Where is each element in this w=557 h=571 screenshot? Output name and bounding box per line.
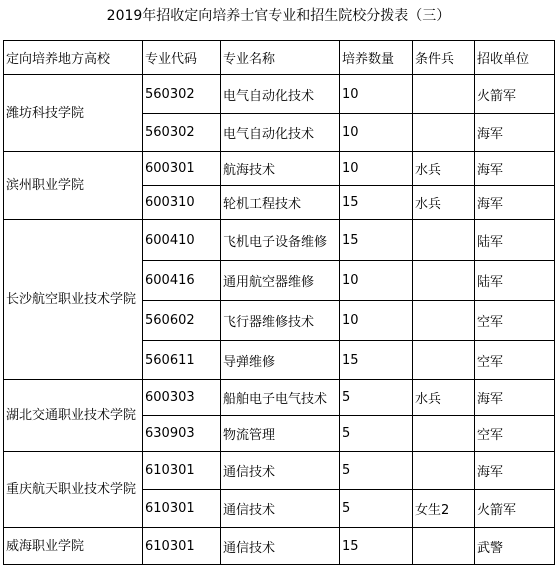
code-cell: 630903 (143, 416, 221, 452)
major-cell: 导弹维修 (221, 341, 340, 380)
table-row (4, 75, 555, 114)
condition-cell (413, 75, 475, 114)
code-cell: 610301 (143, 528, 221, 565)
code-cell: 560611 (143, 341, 221, 380)
quantity-cell: 10 (340, 301, 413, 341)
header-school: 定向培养地方高校 (4, 41, 143, 75)
code-cell: 560302 (143, 114, 221, 152)
page-title: 2019年招收定向培养士官专业和招生院校分拨表（三） (106, 8, 451, 24)
condition-cell: 女生2 (413, 490, 475, 528)
code-cell: 600416 (143, 261, 221, 301)
quantity-cell: 5 (340, 380, 413, 416)
major-cell: 飞行器维修技术 (221, 301, 340, 341)
quantity-cell: 10 (340, 152, 413, 186)
school-cell: 威海职业学院 (4, 528, 143, 565)
major-cell: 轮机工程技术 (221, 186, 340, 220)
condition-cell (413, 528, 475, 565)
unit-cell: 空军 (475, 301, 555, 341)
unit-cell: 海军 (475, 114, 555, 152)
unit-cell: 空军 (475, 416, 555, 452)
allocation-table (3, 40, 555, 565)
major-cell: 物流管理 (221, 416, 340, 452)
quantity-cell: 10 (340, 261, 413, 301)
unit-cell: 海军 (475, 152, 555, 186)
quantity-cell: 15 (340, 528, 413, 565)
condition-cell (413, 301, 475, 341)
header-condition: 条件兵 (413, 41, 475, 75)
unit-cell: 空军 (475, 341, 555, 380)
header-unit: 招收单位 (475, 41, 555, 75)
table-row (4, 152, 555, 186)
table-row (4, 220, 555, 261)
major-cell: 飞机电子设备维修 (221, 220, 340, 261)
code-cell: 610301 (143, 490, 221, 528)
quantity-cell: 10 (340, 114, 413, 152)
major-cell: 电气自动化技术 (221, 75, 340, 114)
header-major: 专业名称 (221, 41, 340, 75)
unit-cell: 海军 (475, 452, 555, 490)
condition-cell: 水兵 (413, 152, 475, 186)
quantity-cell: 15 (340, 341, 413, 380)
quantity-cell: 5 (340, 490, 413, 528)
major-cell: 船舶电子电气技术 (221, 380, 340, 416)
table-body (4, 75, 555, 565)
quantity-cell: 5 (340, 416, 413, 452)
school-cell: 潍坊科技学院 (4, 75, 143, 152)
unit-cell: 火箭军 (475, 490, 555, 528)
quantity-cell: 15 (340, 186, 413, 220)
major-cell: 电气自动化技术 (221, 114, 340, 152)
unit-cell: 武警 (475, 528, 555, 565)
table-row (4, 380, 555, 416)
quantity-cell: 10 (340, 75, 413, 114)
condition-cell (413, 220, 475, 261)
code-cell: 600310 (143, 186, 221, 220)
condition-cell (413, 416, 475, 452)
header-code: 专业代码 (143, 41, 221, 75)
table-row (4, 452, 555, 490)
quantity-cell: 15 (340, 220, 413, 261)
unit-cell: 海军 (475, 186, 555, 220)
header-row (4, 41, 555, 75)
code-cell: 600303 (143, 380, 221, 416)
major-cell: 航海技术 (221, 152, 340, 186)
condition-cell: 水兵 (413, 186, 475, 220)
unit-cell: 火箭军 (475, 75, 555, 114)
code-cell: 600410 (143, 220, 221, 261)
code-cell: 560602 (143, 301, 221, 341)
code-cell: 600301 (143, 152, 221, 186)
condition-cell (413, 452, 475, 490)
school-cell: 滨州职业学院 (4, 152, 143, 220)
condition-cell (413, 261, 475, 301)
unit-cell: 陆军 (475, 220, 555, 261)
condition-cell (413, 341, 475, 380)
unit-cell: 陆军 (475, 261, 555, 301)
school-cell: 重庆航天职业技术学院 (4, 452, 143, 528)
major-cell: 通信技术 (221, 490, 340, 528)
header-quantity: 培养数量 (340, 41, 413, 75)
condition-cell (413, 114, 475, 152)
major-cell: 通信技术 (221, 528, 340, 565)
unit-cell: 海军 (475, 380, 555, 416)
code-cell: 560302 (143, 75, 221, 114)
school-cell: 湖北交通职业技术学院 (4, 380, 143, 452)
quantity-cell: 5 (340, 452, 413, 490)
major-cell: 通信技术 (221, 452, 340, 490)
major-cell: 通用航空器维修 (221, 261, 340, 301)
school-cell: 长沙航空职业技术学院 (4, 220, 143, 380)
condition-cell: 水兵 (413, 380, 475, 416)
code-cell: 610301 (143, 452, 221, 490)
table-row (4, 528, 555, 565)
